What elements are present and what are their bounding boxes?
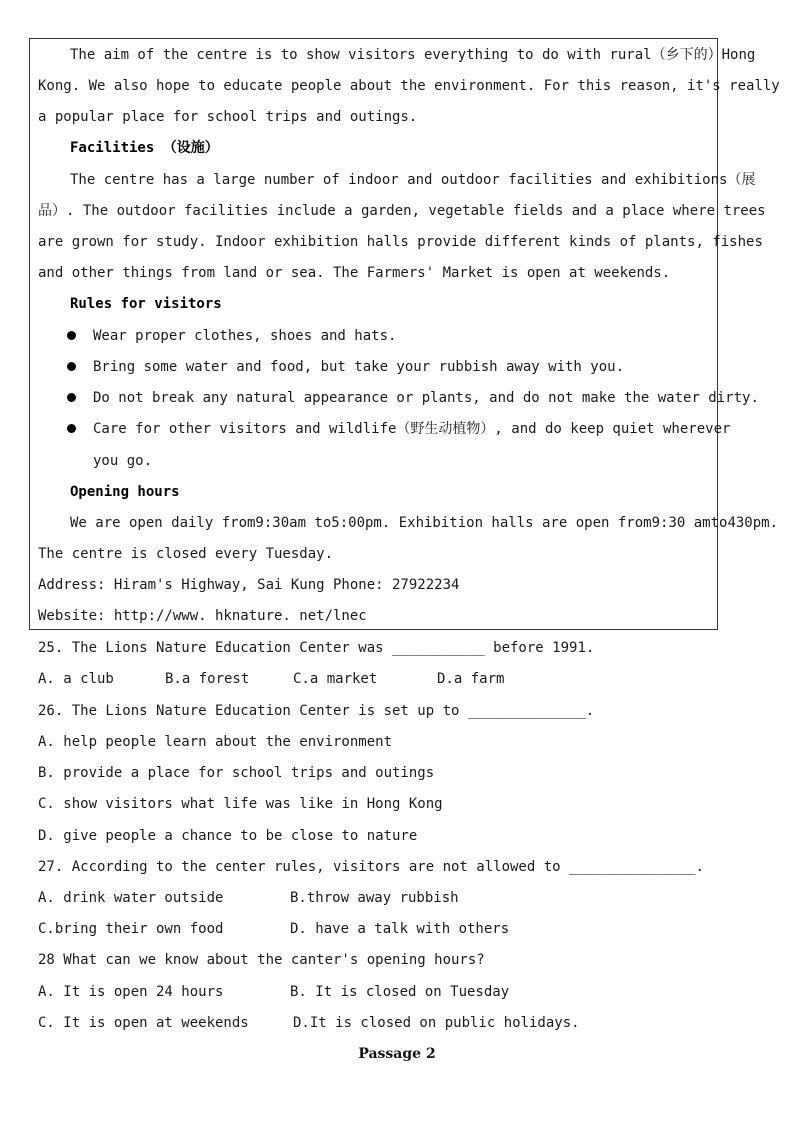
question-28-stem: 28 What can we know about the canter's opening hours?: [38, 952, 485, 968]
q25-option-c: C.a market: [293, 671, 378, 687]
address-line: Address: Hiram's Highway, Sai Kung Phone: 27922234: [38, 577, 460, 593]
q28-option-a: A. It is open 24 hours: [38, 984, 224, 1000]
question-25-stem: 25. The Lions Nature Education Center was ___________ before 1991.: [38, 640, 595, 656]
q27-option-d: D. have a talk with others: [290, 921, 510, 937]
website-line: Website: http://www. hknature. net/lnec: [38, 608, 367, 624]
intro-line-1: The aim of the centre is to show visitors everything to do with rural（乡下的）Hong: [70, 47, 756, 63]
q25-option-b: B.a forest: [165, 671, 250, 687]
question-27-stem: 27. According to the center rules, visitors are not allowed to _______________.: [38, 859, 704, 875]
rules-heading: Rules for visitors: [70, 296, 222, 312]
intro-line-2: Kong. We also hope to educate people about the environment. For this reason, it's really: [38, 78, 780, 94]
rule-item-1: Wear proper clothes, shoes and hats.: [93, 328, 397, 344]
q27-option-a: A. drink water outside: [38, 890, 224, 906]
hours-line-2: The centre is closed every Tuesday.: [38, 546, 334, 562]
facilities-line-1: The centre has a large number of indoor and outdoor facilities and exhibitions（展: [70, 172, 756, 188]
q27-option-c: C.bring their own food: [38, 921, 224, 937]
question-26-stem: 26. The Lions Nature Education Center is set up to ______________.: [38, 703, 595, 719]
facilities-line-4: and other things from land or sea. The Farmers' Market is open at weekends.: [38, 265, 671, 281]
intro-line-3: a popular place for school trips and outings.: [38, 109, 418, 125]
bullet-icon: [67, 362, 76, 371]
rule-item-4: Care for other visitors and wildlife（野生动植物）, and do keep quiet wherever: [93, 421, 731, 437]
q28-option-b: B. It is closed on Tuesday: [290, 984, 510, 1000]
bullet-icon: [67, 331, 76, 340]
passage-2-label: Passage 2: [358, 1046, 436, 1062]
q28-option-c: C. It is open at weekends: [38, 1015, 249, 1031]
q27-option-b: B.throw away rubbish: [290, 890, 459, 906]
q26-option-d: D. give people a chance to be close to nature: [38, 828, 418, 844]
rule-item-2: Bring some water and food, but take your rubbish away with you.: [93, 359, 625, 375]
rule-item-4-continuation: you go.: [93, 453, 153, 469]
bullet-icon: [67, 424, 76, 433]
q26-option-c: C. show visitors what life was like in Hong Kong: [38, 796, 443, 812]
facilities-line-3: are grown for study. Indoor exhibition halls provide different kinds of plants, fishes: [38, 234, 763, 250]
facilities-heading: Facilities （设施）: [70, 140, 219, 156]
facilities-line-2: 品）. The outdoor facilities include a garden, vegetable fields and a place where trees: [38, 203, 766, 219]
hours-heading: Opening hours: [70, 484, 180, 500]
q25-option-d: D.a farm: [437, 671, 505, 687]
q25-option-a: A. a club: [38, 671, 114, 687]
hours-line-1: We are open daily from9:30am to5:00pm. Exhibition halls are open from9:30 amto430pm.: [70, 515, 779, 531]
q26-option-a: A. help people learn about the environment: [38, 734, 393, 750]
bullet-icon: [67, 393, 76, 402]
q28-option-d: D.It is closed on public holidays.: [293, 1015, 580, 1031]
q26-option-b: B. provide a place for school trips and outings: [38, 765, 435, 781]
rule-item-3: Do not break any natural appearance or plants, and do not make the water dirty.: [93, 390, 759, 406]
